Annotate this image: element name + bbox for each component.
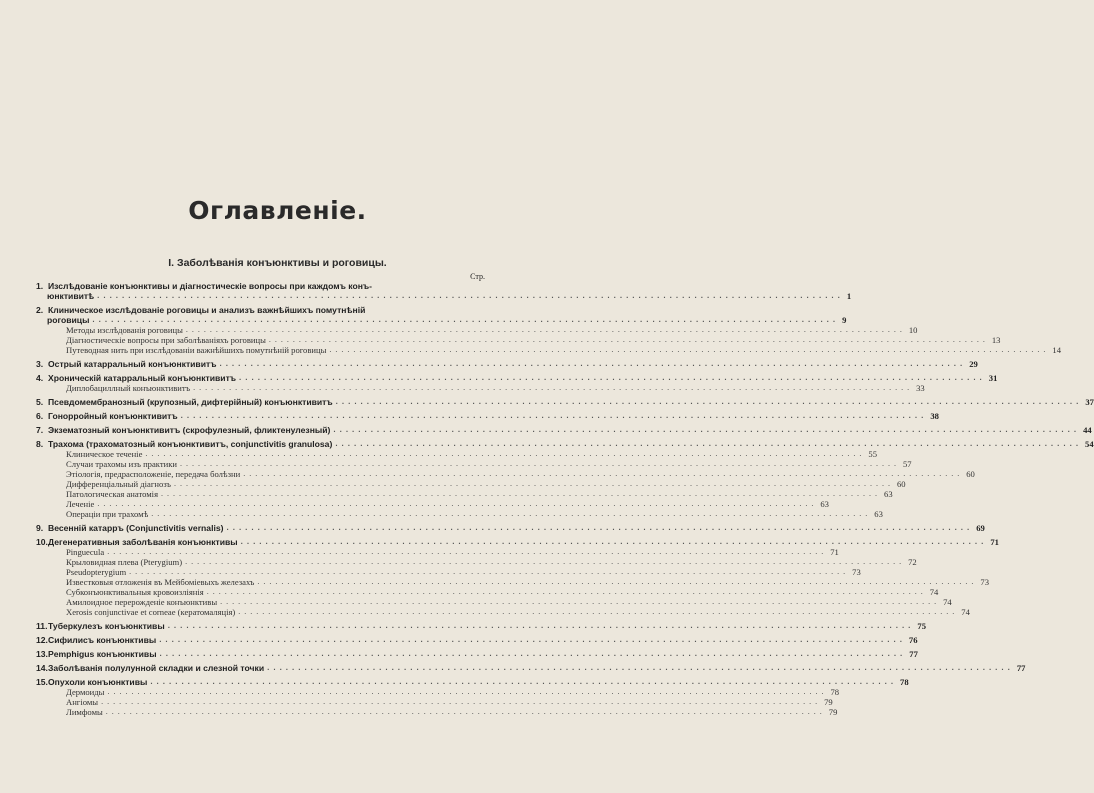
toc-entry-title: [36, 439, 332, 449]
leader-dots: ........................................................................................................................: [151, 509, 872, 518]
toc-entry-text: Дифференціальный діагнозъ: [66, 479, 171, 489]
toc-entry: [36, 315, 847, 325]
toc-entry-text: Изслѣдованіе конъюнктивы и діагностическіе вопросы при каждомъ конъ-: [48, 281, 373, 291]
toc-entry-text: Опухоли конъюнктивы: [48, 677, 148, 687]
toc-entry-text: Амилоидное перерожденіе конъюнктивы: [66, 597, 218, 607]
toc-page-number: 54: [1085, 439, 1094, 449]
toc-subentry: [36, 509, 883, 519]
toc-subentry: [36, 489, 893, 499]
toc-entry-text: роговицы: [47, 315, 90, 325]
toc-entry-number: 14.: [36, 663, 48, 673]
toc-entry-text: Методы изслѣдованія роговицы: [66, 325, 183, 335]
toc-page-number: 44: [1083, 425, 1092, 435]
leader-dots: ........................................................................................................................: [105, 707, 826, 716]
leader-dots: ........................................................................................................................: [92, 315, 840, 324]
toc-entry-number: 12.: [36, 635, 48, 645]
toc-entry-number: 8.: [36, 439, 44, 449]
toc-entry-title: [36, 281, 372, 291]
toc-page-number: 76: [908, 635, 918, 645]
toc-entry-title: [36, 537, 238, 547]
leader-dots: ........................................................................................................................: [220, 597, 941, 606]
leader-dots: ........................................................................................................................: [243, 469, 964, 478]
toc-page-number: 60: [896, 479, 906, 489]
leader-dots: ........................................................................................................................: [267, 663, 1014, 672]
toc-entry-title: [36, 305, 365, 315]
toc-subentry: [36, 607, 970, 617]
toc-entry: [36, 621, 926, 631]
leader-dots: ........................................................................................................................: [268, 335, 989, 344]
toc-entry-title: [36, 335, 266, 345]
toc-entry-text: Клиническое изслѣдованіе роговицы и анализъ важнѣйшихъ помутнѣній: [48, 305, 366, 315]
toc-entry-text: Путеводная нить при изслѣдованіи важнѣйшихъ помутнѣній роговицы: [66, 345, 327, 355]
toc-entry-title: [36, 459, 177, 469]
leader-dots: ........................................................................................................................: [333, 425, 1081, 434]
toc-entry-text: Дермоиды: [66, 687, 105, 697]
page-column-header: Стр.: [470, 272, 485, 281]
toc-page-number: 13: [991, 335, 1001, 345]
toc-page-number: 78: [900, 677, 909, 687]
toc-entry-title: [36, 621, 165, 631]
toc-entry-number: 5.: [36, 397, 44, 407]
toc-entry-number: 13.: [36, 649, 48, 659]
toc-entry-title: [36, 291, 94, 301]
toc-entry: [36, 281, 489, 291]
toc-entry-title: [36, 547, 104, 557]
toc-entry: [36, 635, 918, 645]
toc-page-number: 63: [884, 489, 893, 499]
leader-dots: ........................................................................................................................: [180, 411, 928, 420]
leader-dots: ........................................................................................................................: [97, 499, 818, 508]
toc-entry-text: Заболѣванія полулунной складки и слезной точки: [48, 663, 265, 673]
section-heading: I. Заболѣванія конъюнктивы и роговицы.: [168, 257, 387, 269]
toc-entry-text: Хроническій катарральный конъюнктивитъ: [48, 373, 237, 383]
leader-dots: ........................................................................................................................: [159, 649, 907, 658]
toc-subentry: [36, 707, 838, 717]
toc-entry-title: [36, 359, 216, 369]
toc-page-number: 1: [846, 291, 852, 301]
toc-subentry: [36, 587, 939, 597]
toc-entry: [36, 373, 998, 383]
toc-subentry: [36, 597, 952, 607]
toc-entry: [36, 439, 1094, 449]
toc-entry-title: [36, 577, 254, 587]
toc-page-number: 69: [976, 523, 985, 533]
toc-page-number: 14: [1052, 345, 1061, 355]
leader-dots: ........................................................................................................................: [329, 345, 1050, 354]
toc-page-number: 57: [902, 459, 912, 469]
toc-entry-text: Патологическая анатомія: [66, 489, 159, 499]
toc-entry-text: Экзематозный конъюнктивитъ (скрофулезный, фликтенулезный): [48, 425, 331, 435]
toc-entry-title: [36, 425, 330, 435]
toc-page-number: 55: [868, 449, 877, 459]
toc-page-number: 79: [824, 697, 833, 707]
toc-page-number: 71: [990, 537, 999, 547]
toc-entry-title: [36, 397, 333, 407]
leader-dots: ........................................................................................................................: [238, 607, 959, 616]
toc-entry-text: Pemphigus конъюнктивы: [48, 649, 157, 659]
toc-entry-title: [36, 499, 94, 509]
toc-entry-text: Случаи трахомы изъ практики: [66, 459, 177, 469]
toc-page-number: 74: [961, 607, 970, 617]
toc-entry-number: 11.: [36, 621, 48, 631]
toc-subentry: [36, 557, 917, 567]
toc-subentry: [36, 325, 918, 335]
toc-entry-number: 3.: [36, 359, 44, 369]
leader-dots: ........................................................................................................................: [161, 489, 882, 498]
leader-dots: ........................................................................................................................: [185, 557, 906, 566]
leader-dots: ........................................................................................................................: [145, 449, 866, 458]
toc-subentry: [36, 345, 1061, 355]
toc-entry-title: [36, 687, 104, 697]
toc-page-number: 9: [842, 315, 847, 325]
toc-page-number: 29: [969, 359, 978, 369]
toc-page-number: 73: [980, 577, 989, 587]
toc-entry-title: [36, 383, 190, 393]
toc-entry-text: Pinguecula: [66, 547, 105, 557]
toc-entry-text: Диплобациллный конъюнктивитъ: [66, 383, 191, 393]
toc-entry: [36, 359, 978, 369]
toc-entry-text: Леченіе: [66, 499, 95, 509]
toc-entry: [36, 677, 909, 687]
toc-entry: [36, 397, 1094, 407]
toc-entry-title: [36, 469, 240, 479]
toc-subentry: [36, 697, 833, 707]
toc-entry-text: Острый катарральный конъюнктивитъ: [48, 359, 217, 369]
toc-entry-title: [36, 587, 204, 597]
toc-entry-text: Клиническое теченіе: [66, 449, 143, 459]
leader-dots: ........................................................................................................................: [239, 373, 986, 382]
toc-entry-title: [36, 707, 103, 717]
toc-entry-title: [36, 509, 148, 519]
toc-entry-title: [36, 315, 89, 325]
leader-dots: ........................................................................................................................: [107, 687, 828, 696]
toc-entry-title: [36, 479, 171, 489]
toc-page-number: 77: [909, 649, 918, 659]
toc-entry-title: [36, 557, 182, 567]
leader-dots: ........................................................................................................................: [101, 697, 822, 706]
leader-dots: ........................................................................................................................: [335, 397, 1083, 406]
toc-subentry: [36, 567, 861, 577]
toc-page-number: 60: [966, 469, 975, 479]
toc-entry-title: [36, 567, 126, 577]
toc-entry: [36, 649, 918, 659]
toc-page-number: 75: [917, 621, 926, 631]
table-of-contents: [36, 281, 1094, 717]
toc-entry-text: Pseudopterygium: [66, 567, 127, 577]
toc-entry-text: Діагностическіе вопросы при заболѣваніяхъ роговицы: [66, 335, 266, 345]
toc-entry-number: 2.: [36, 305, 44, 315]
toc-subentry: [36, 577, 989, 587]
toc-entry-title: [36, 411, 178, 421]
toc-entry-title: [36, 677, 147, 687]
toc-entry-text: Гонорройный конъюнктивитъ: [48, 411, 178, 421]
leader-dots: ........................................................................................................................: [107, 547, 828, 556]
toc-entry-title: [36, 325, 183, 335]
leader-dots: ........................................................................................................................: [167, 621, 915, 630]
toc-entry-title: [36, 635, 156, 645]
toc-page-number: 37: [1085, 397, 1094, 407]
toc-page-number: 33: [916, 383, 925, 393]
leader-dots: ........................................................................................................................: [97, 291, 844, 300]
toc-entry: [36, 537, 999, 547]
toc-entry-number: 15.: [36, 677, 48, 687]
toc-entry: [36, 305, 489, 315]
toc-entry-number: 10.: [36, 537, 48, 547]
leader-dots: ........................................................................................................................: [226, 523, 974, 532]
toc-entry: [36, 411, 939, 421]
toc-entry-title: [36, 597, 217, 607]
toc-entry: [36, 663, 1026, 673]
toc-page-number: 78: [830, 687, 840, 697]
toc-entry-text: Трахома (трахоматозный конъюнктивитъ, conjunctivitis granulosa): [48, 439, 333, 449]
leader-dots: ........................................................................................................................: [206, 587, 927, 596]
toc-entry-text: Весенній катарръ (Conjunctivitis vernalis): [48, 523, 224, 533]
toc-entry-title: [36, 607, 235, 617]
toc-entry-title: [36, 345, 326, 355]
leader-dots: ........................................................................................................................: [179, 459, 900, 468]
leader-dots: ........................................................................................................................: [129, 567, 850, 576]
toc-entry-number: 6.: [36, 411, 44, 421]
toc-entry: [36, 291, 852, 301]
toc-entry-text: Псевдомембранозный (крупозный, дифтерійный) конъюнктивитъ: [48, 397, 333, 407]
toc-entry-title: [36, 373, 236, 383]
toc-entry-title: [36, 663, 264, 673]
toc-page-number: 77: [1016, 663, 1026, 673]
toc-entry-number: 1.: [36, 281, 44, 291]
toc-page-number: 63: [820, 499, 829, 509]
toc-page-number: 79: [828, 707, 838, 717]
toc-entry-title: [36, 697, 98, 707]
toc-page-number: 71: [830, 547, 839, 557]
toc-subentry: [36, 499, 829, 509]
toc-entry-text: Известковыя отложенія въ Мейбоміевыхъ железахъ: [66, 577, 255, 587]
toc-subentry: [36, 335, 1001, 345]
toc-entry-text: Этіологія, предрасположеніе, передача болѣзни: [66, 469, 241, 479]
toc-subentry: [36, 547, 839, 557]
toc-page-number: 74: [929, 587, 939, 597]
toc-entry-text: Дегенеративныя заболѣванія конъюнктивы: [48, 537, 238, 547]
toc-entry-title: [36, 523, 224, 533]
toc-subentry: [36, 459, 912, 469]
toc-entry-text: Крыловидная плева (Pterygium): [66, 557, 183, 567]
toc-entry-text: Сифилисъ конъюнктивы: [48, 635, 157, 645]
toc-entry-text: юнктивитѣ: [47, 291, 95, 301]
toc-subentry: [36, 479, 906, 489]
leader-dots: ........................................................................................................................: [193, 383, 914, 392]
toc-entry: [36, 425, 1092, 435]
toc-subentry: [36, 687, 840, 697]
toc-entry-text: Ангіомы: [66, 697, 99, 707]
toc-entry-title: [36, 449, 142, 459]
toc-entry-title: [36, 489, 158, 499]
leader-dots: ........................................................................................................................: [185, 325, 906, 334]
toc-page-number: 31: [988, 373, 998, 383]
toc-entry-text: Xerosis conjunctivae et corneae (кератомаляція): [66, 607, 236, 617]
toc-entry-number: 4.: [36, 373, 44, 383]
leader-dots: ........................................................................................................................: [240, 537, 988, 546]
leader-dots: ........................................................................................................................: [159, 635, 906, 644]
toc-page-number: 72: [908, 557, 917, 567]
toc-subentry: [36, 449, 877, 459]
toc-entry-number: 7.: [36, 425, 44, 435]
leader-dots: ........................................................................................................................: [257, 577, 978, 586]
toc-page-number: 10: [908, 325, 918, 335]
toc-page-number: 63: [874, 509, 883, 519]
toc-subentry: [36, 383, 925, 393]
leader-dots: ........................................................................................................................: [173, 479, 894, 488]
toc-entry: [36, 523, 985, 533]
toc-page-number: 38: [930, 411, 939, 421]
toc-entry-text: Субконъюнктивальныя кровоизліянія: [66, 587, 204, 597]
page-title: Оглавленіе.: [188, 196, 367, 225]
toc-subentry: [36, 469, 975, 479]
leader-dots: ........................................................................................................................: [150, 677, 898, 686]
toc-entry-title: [36, 649, 157, 659]
toc-entry-number: 9.: [36, 523, 44, 533]
leader-dots: ........................................................................................................................: [335, 439, 1083, 448]
toc-entry-text: Операціи при трахомѣ: [66, 509, 149, 519]
toc-entry-text: Туберкулезъ конъюнктивы: [48, 621, 165, 631]
toc-page-number: 73: [852, 567, 861, 577]
toc-page-number: 74: [943, 597, 952, 607]
toc-entry-text: Лимфомы: [66, 707, 103, 717]
leader-dots: ........................................................................................................................: [219, 359, 967, 368]
